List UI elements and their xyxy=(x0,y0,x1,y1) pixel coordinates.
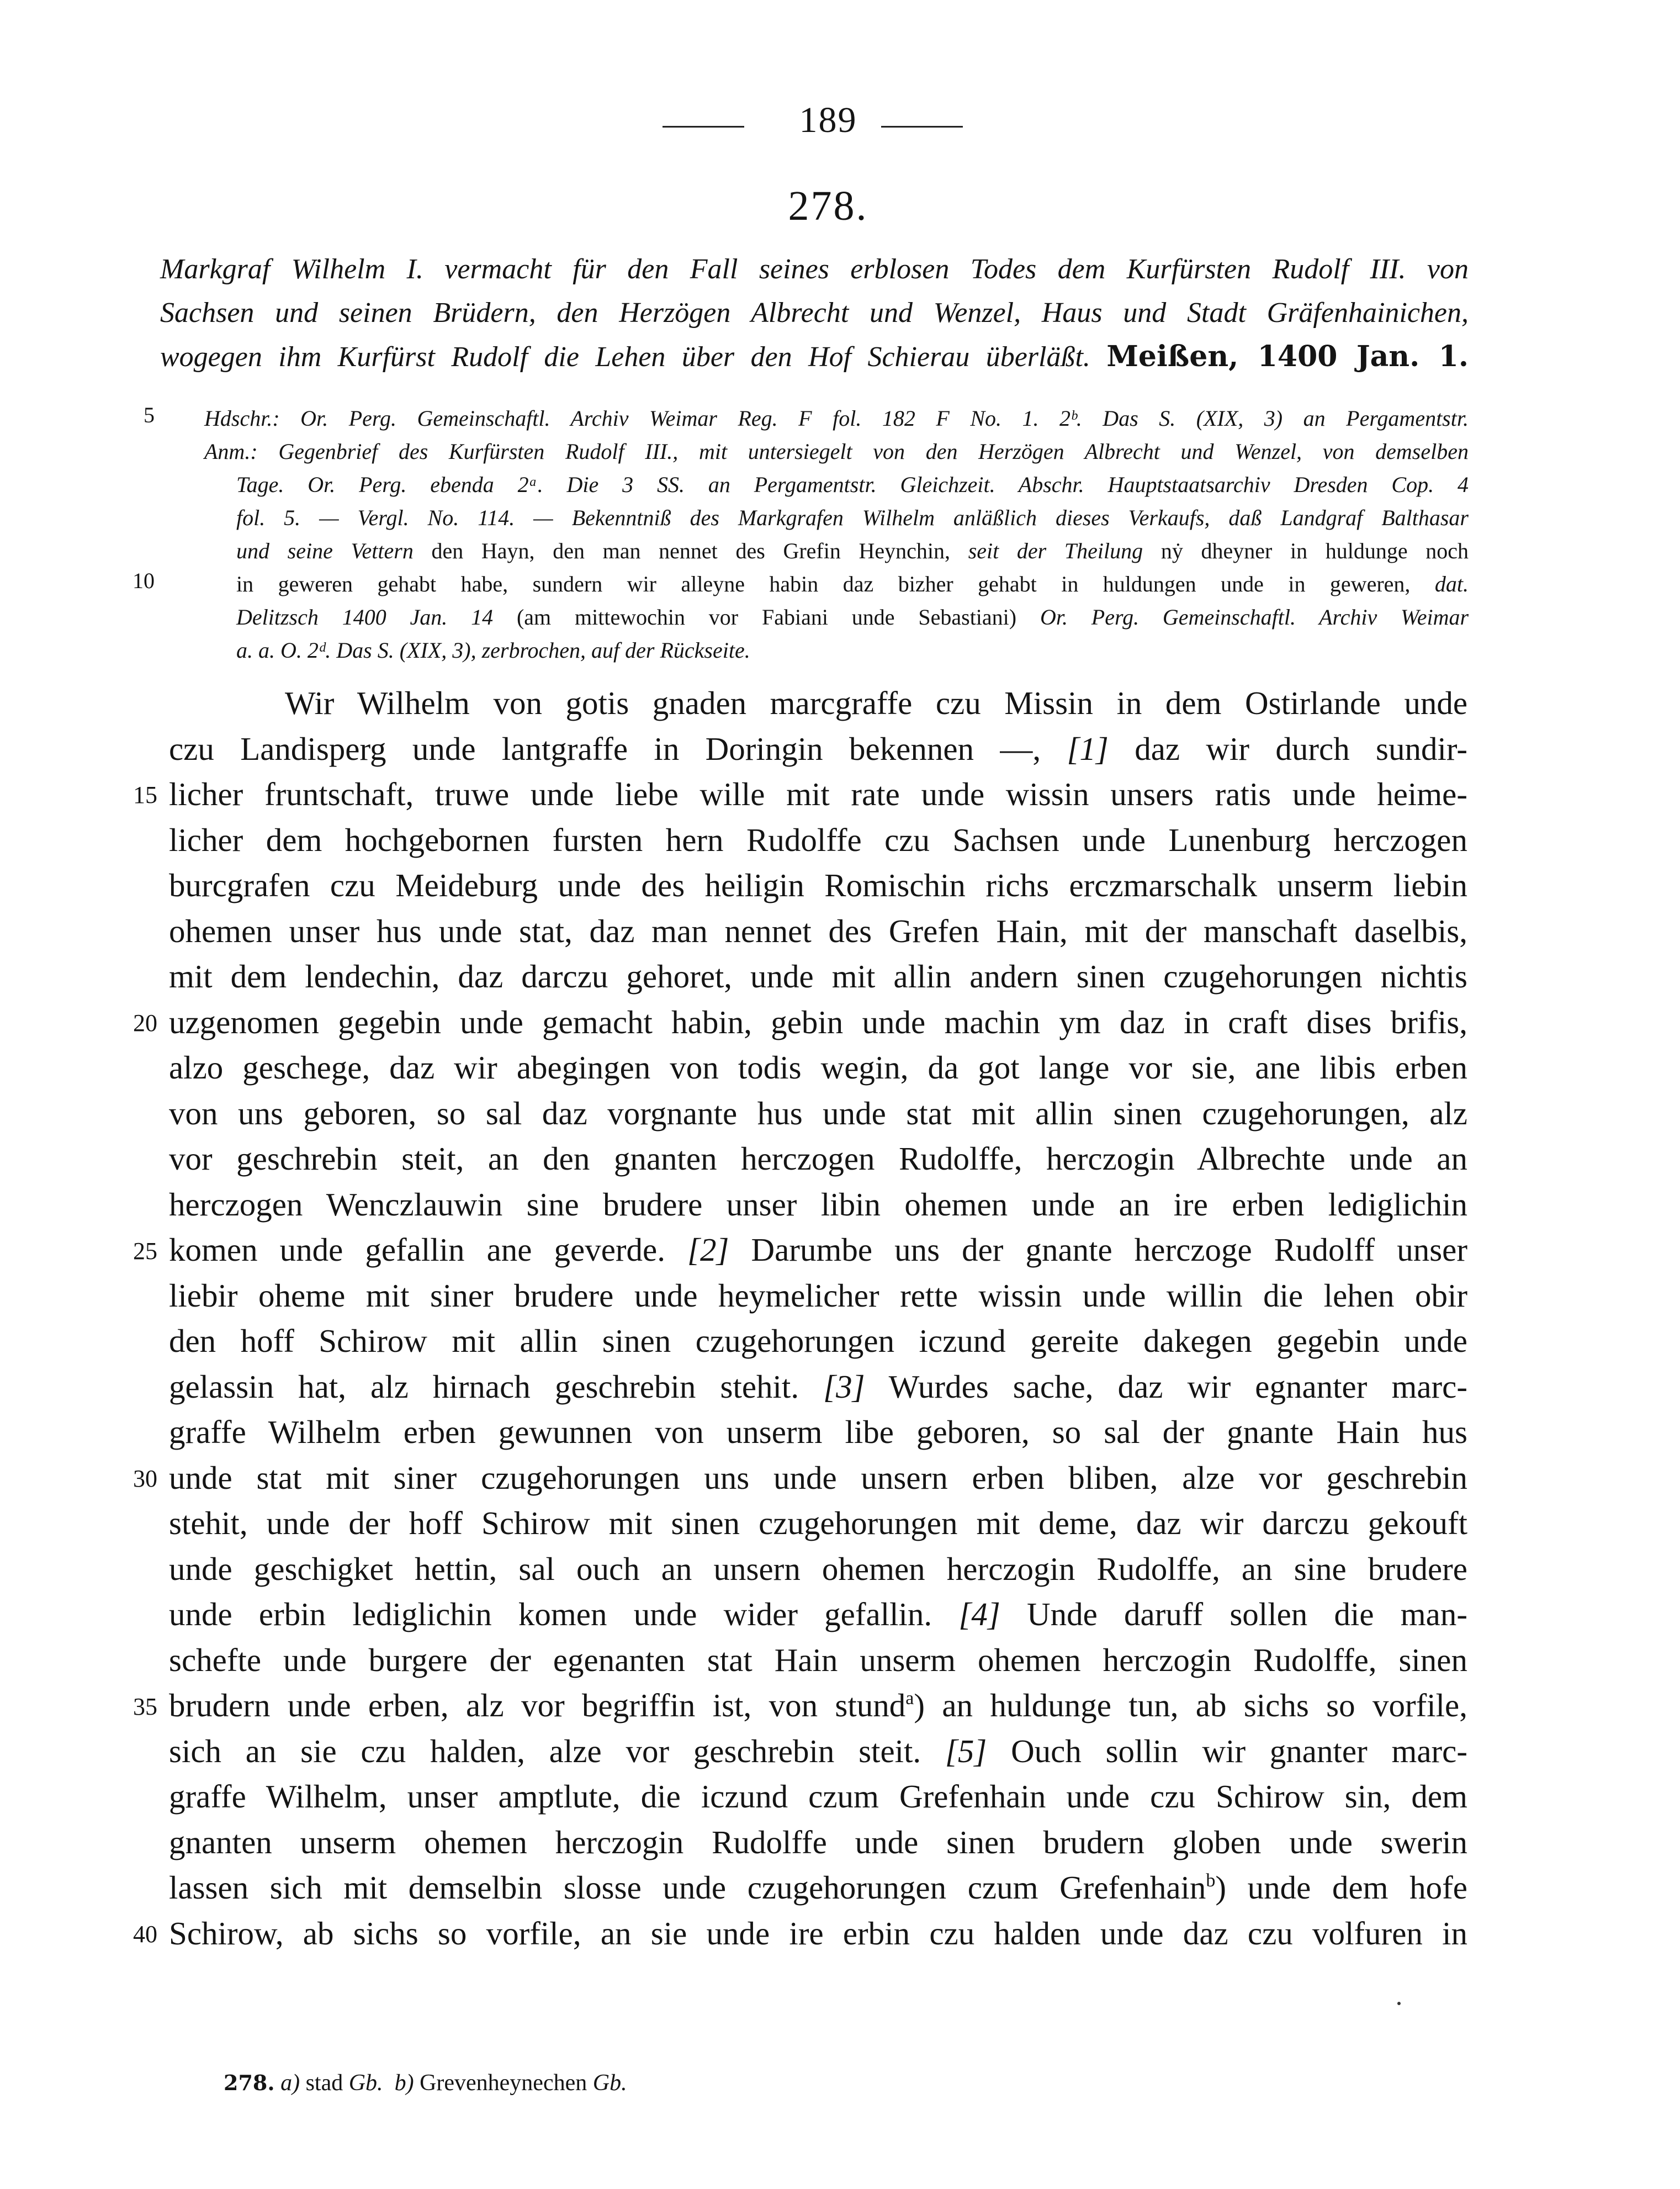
text-segment: brudern unde erben, alz vor begriffin ist, von stund xyxy=(169,1687,906,1723)
apparatus-quote: (am mittewochin vor Fabiani unde Sebastiani) xyxy=(516,605,1017,630)
document-number: 278. xyxy=(788,183,868,229)
text-segment: gelassin hat, alz hirnach geschrebin stehit. xyxy=(169,1368,799,1405)
text-line xyxy=(169,1364,1467,1410)
text-line: uzgenomen gegebin unde gemacht habin, gebin unde machin ym daz in craft dises brifis, xyxy=(169,1003,1467,1040)
text-segment: komen unde gefallin ane geverde. xyxy=(169,1231,665,1268)
apparatus-line xyxy=(204,601,1469,634)
text-line: vor geschrebin steit, an den gnanten herczogen Rudolffe, herczogin Albrechte unde an xyxy=(169,1140,1467,1177)
text-line: mit dem lendechin, daz darczu gehoret, unde mit allin andern sinen czugehorungen nichtis xyxy=(169,958,1467,995)
apparatus-line: Hdschr.: Or. Perg. Gemeinschaftl. Archiv Weimar Reg. F fol. 182 F No. 1. 2ᵇ. Das S. (XIX, 3) an Pergamentstr. xyxy=(204,406,1469,431)
footnote-label: b) xyxy=(394,2070,414,2096)
text-line: von uns geboren, so sal daz vorgnante hus unde stat mit allin sinen czugehorungen, alz xyxy=(169,1094,1467,1131)
header-dash-right xyxy=(881,126,963,128)
text-line: liebir oheme mit siner brudere unde heymelicher rette wissin unde willin die lehen obir xyxy=(169,1277,1467,1314)
text-line: burcgrafen czu Meideburg unde des heiligin Romischin richs erczmarschalk unserm liebin xyxy=(169,867,1467,903)
apparatus-segment: seit der Theilung xyxy=(968,538,1143,563)
footnote-mark: b xyxy=(1206,1870,1216,1891)
text-line: Wir Wilhelm von gotis gnaden marcgraffe czu Missin in dem Ostirlande unde xyxy=(285,685,1467,721)
text-segment: unde erbin lediglichin komen unde wider gefallin. xyxy=(169,1596,932,1632)
line-number: 5 xyxy=(144,403,155,427)
apparatus-segment: dat. xyxy=(1434,572,1469,596)
line-number: 15 xyxy=(133,781,157,808)
text-segment: Wurdes sache, daz wir egnanter marc- xyxy=(888,1368,1468,1405)
apparatus-line: Tage. Or. Perg. ebenda 2ᵃ. Die 3 SS. an Pergamentstr. Gleichzeit. Abschr. Hauptstaatsarchiv Dresden Cop. 4 xyxy=(236,472,1469,497)
text-line xyxy=(169,1683,1467,1728)
line-number: 20 xyxy=(133,1009,157,1037)
summary-line-text: wogegen ihm Kurfürst Rudolf die Lehen über den Hof Schierau überläßt. xyxy=(160,341,1090,373)
apparatus-segment: Delitzsch 1400 Jan. 14 xyxy=(236,605,494,630)
line-number: 10 xyxy=(133,568,155,593)
section-marker: [5] xyxy=(945,1732,987,1769)
text-segment: daz wir durch sundir- xyxy=(1135,730,1468,767)
text-segment: Unde daruff sollen die man- xyxy=(1027,1596,1468,1632)
footnote xyxy=(224,2070,627,2096)
text-line: licher fruntschaft, truwe unde liebe wille mit rate unde wissin unsers ratis unde heime- xyxy=(169,776,1467,812)
section-marker: [3] xyxy=(823,1368,865,1405)
text-segment: Ouch sollin wir gnanter marc- xyxy=(1011,1732,1468,1769)
text-line: den hoff Schirow mit allin sinen czugehorungen iczund gereite dakegen gegebin unde xyxy=(169,1323,1467,1359)
line-number: 30 xyxy=(133,1465,157,1492)
summary-line: Sachsen und seinen Brüdern, den Herzögen Albrecht und Wenzel, Haus und Stadt Gräfenhainichen, xyxy=(160,297,1469,329)
text-line: Schirow, ab sichs so vorfile, an sie unde ire erbin czu halden unde daz czu volfuren in xyxy=(169,1915,1467,1952)
text-segment: lassen sich mit demselbin slosse unde czugehorungen czum Grefenhain xyxy=(169,1869,1206,1906)
footnote-source: Gb. xyxy=(348,2070,383,2096)
apparatus-line xyxy=(204,535,1469,568)
text-line xyxy=(169,1591,1467,1637)
line-number: 25 xyxy=(133,1238,157,1265)
apparatus-block xyxy=(204,402,1469,667)
apparatus-quote: nẏ dheyner in huldunge noch xyxy=(1160,538,1469,563)
footnote-reading: Grevenheynechen xyxy=(420,2070,587,2096)
text-line: graffe Wilhelm erben gewunnen von unserm libe geboren, so sal der gnante Hain hus xyxy=(169,1414,1467,1450)
text-line: unde geschigket hettin, sal ouch an unsern ohemen herczogin Rudolffe, an sine brudere xyxy=(169,1550,1467,1587)
text-line xyxy=(169,1227,1467,1273)
text-segment: Darumbe uns der gnante herczoge Rudolff unser xyxy=(751,1231,1468,1268)
section-marker: [4] xyxy=(958,1596,1000,1632)
text-line: herczogen Wenczlauwin sine brudere unser libin ohemen unde an ire erben lediglichin xyxy=(169,1186,1467,1223)
main-text xyxy=(169,680,1467,1956)
text-segment: ) an huldunge tun, ab sichs so vorfile, xyxy=(914,1687,1467,1723)
footnote-label: a) xyxy=(280,2070,300,2096)
text-segment: sich an sie czu halden, alze vor geschrebin steit. xyxy=(169,1732,921,1769)
text-line: gnanten unserm ohemen herczogin Rudolffe unde sinen brudern globen unde swerin xyxy=(169,1823,1467,1860)
place-date: Meißen, 1400 Jan. 1. xyxy=(1106,340,1469,373)
apparatus-segment: Or. Perg. Gemeinschaftl. Archiv Weimar xyxy=(1040,605,1469,630)
apparatus-line xyxy=(204,568,1469,601)
footnote-mark: a xyxy=(905,1688,914,1709)
section-marker: [1] xyxy=(1067,730,1109,767)
text-line xyxy=(169,726,1467,772)
apparatus-line: Anm.: Gegenbrief des Kurfürsten Rudolf III., mit untersiegelt von den Herzögen Albrecht und Wenzel, von demselben xyxy=(204,439,1469,464)
text-line: schefte unde burgere der egenanten stat Hain unserm ohemen herczogin Rudolffe, sinen xyxy=(169,1641,1467,1678)
regest-summary xyxy=(160,247,1469,379)
page-number: 189 xyxy=(799,100,857,140)
footnote-number: 278. xyxy=(224,2070,275,2095)
apparatus-segment: und seine Vettern xyxy=(236,538,414,563)
summary-line: Markgraf Wilhelm I. vermacht für den Fall seines erblosen Todes dem Kurfürsten Rudolf III. von xyxy=(160,253,1469,285)
apparatus-quote: in geweren gehabt habe, sundern wir alleyne habin daz bizher gehabt in huldungen unde in geweren, xyxy=(236,572,1411,596)
print-speck xyxy=(1397,2002,1401,2005)
text-line xyxy=(169,1865,1467,1911)
text-line: unde stat mit siner czugehorungen uns unde unsern erben bliben, alze vor geschrebin xyxy=(169,1459,1467,1496)
text-line: licher dem hochgebornen fursten hern Rudolffe czu Sachsen unde Lunenburg herczogen xyxy=(169,821,1467,858)
footnote-source: Gb. xyxy=(592,2070,627,2096)
section-marker: [2] xyxy=(687,1231,729,1268)
text-segment: ) unde dem hofe xyxy=(1215,1869,1467,1906)
text-line: ohemen unser hus unde stat, daz man nennet des Grefen Hain, mit der manschaft daselbis, xyxy=(169,912,1467,949)
summary-line-last xyxy=(160,335,1469,379)
line-number: 35 xyxy=(133,1693,157,1720)
text-line: stehit, unde der hoff Schirow mit sinen czugehorungen mit deme, daz wir darczu gekouft xyxy=(169,1505,1467,1541)
line-number: 40 xyxy=(133,1921,157,1948)
apparatus-quote: den Hayn, den man nennet des Grefin Heynchin, xyxy=(431,538,951,563)
footnote-reading: stad xyxy=(305,2070,343,2096)
text-line xyxy=(169,1728,1467,1774)
apparatus-line: fol. 5. — Vergl. No. 114. — Bekenntniß des Markgrafen Wilhelm anläßlich dieses Verkaufs, daß Landgraf Balthasar xyxy=(236,505,1469,530)
apparatus-line: a. a. O. 2ᵈ. Das S. (XIX, 3), zerbrochen, auf der Rückseite. xyxy=(236,638,750,663)
text-line: alzo geschege, daz wir abegingen von todis wegin, da got lange vor sie, ane libis erben xyxy=(169,1049,1467,1086)
text-segment: czu Landisperg unde lantgraffe in Doringin bekennen —, xyxy=(169,730,1041,767)
text-line: graffe Wilhelm, unser amptlute, die iczund czum Grefenhain unde czu Schirow sin, dem xyxy=(169,1778,1467,1815)
